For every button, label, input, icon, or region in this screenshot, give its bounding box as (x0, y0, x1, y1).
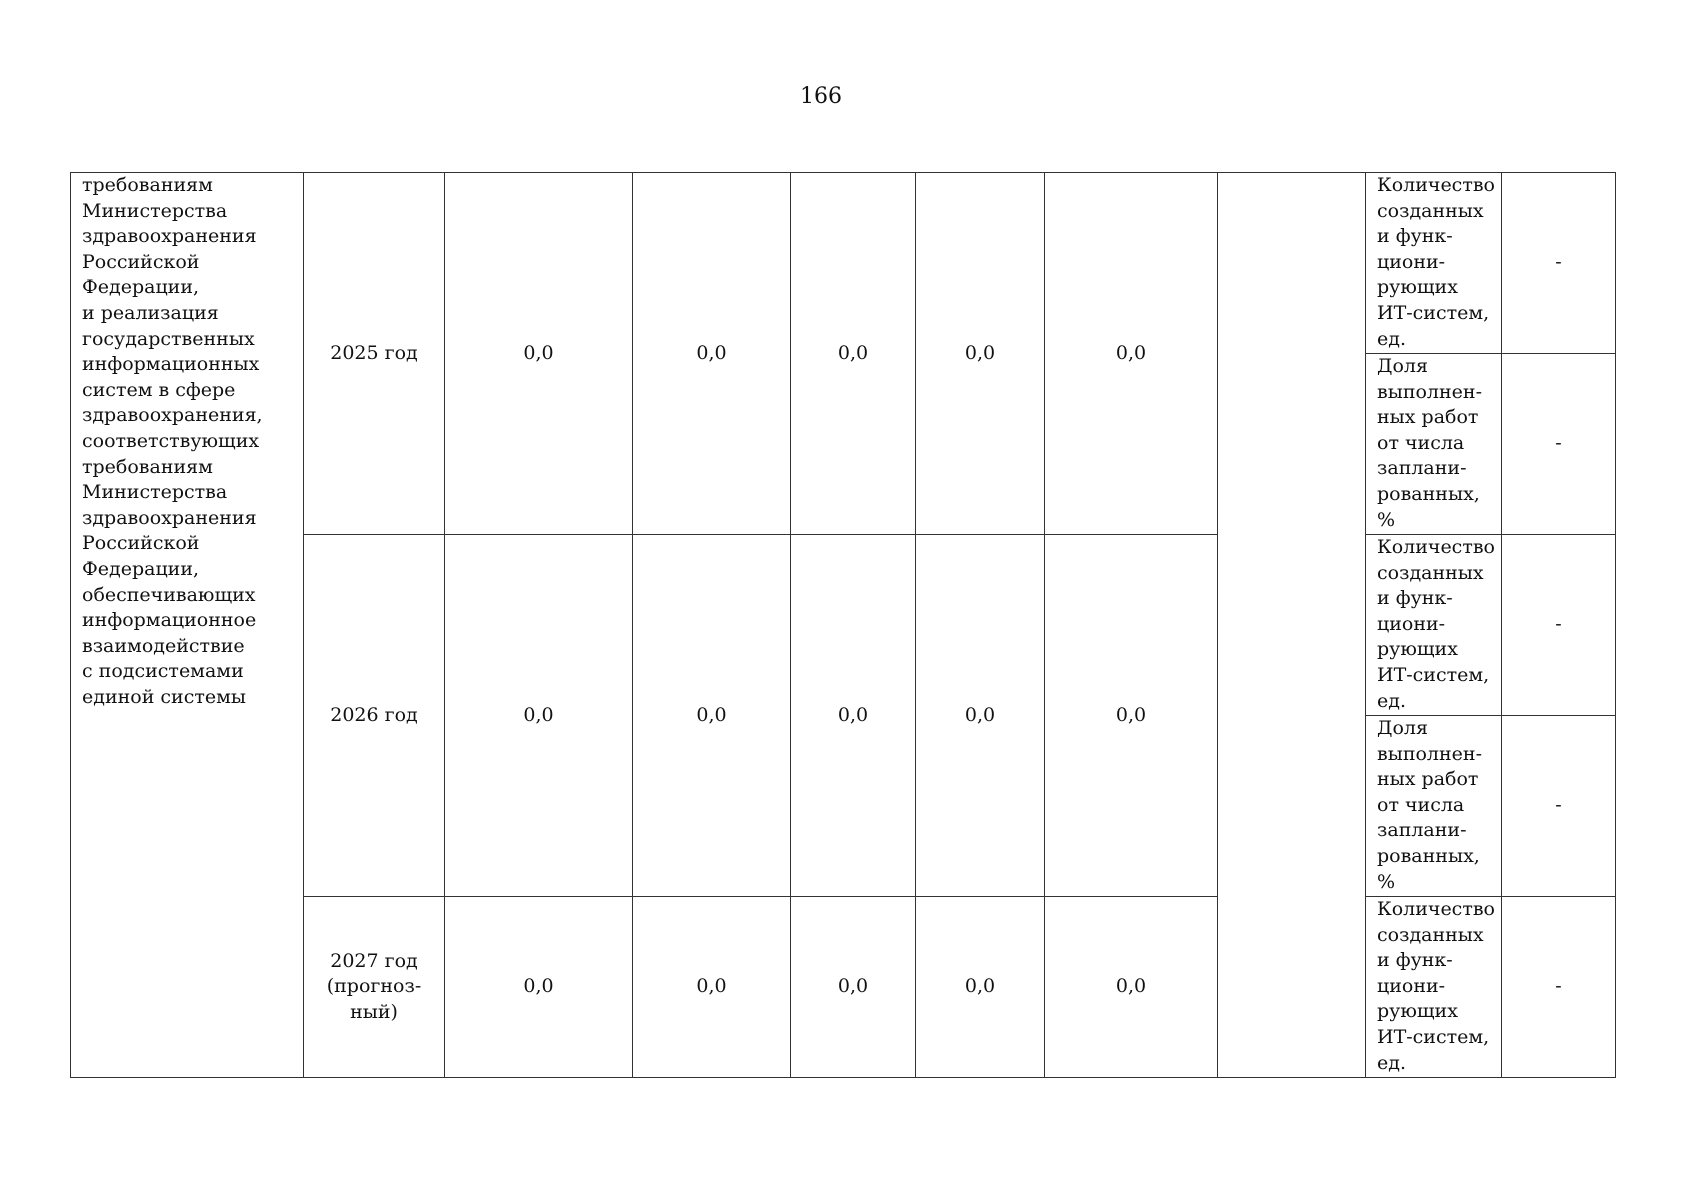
indicator-label: Доля выполнен- ных работ от числа заплани- рованных, % (1366, 716, 1502, 897)
value-cell: 0,0 (1045, 897, 1218, 1078)
description-cell: требованиям Министерства здравоохранения Российской Федерации, и реализация государственных информационных систем в сфере здравоохранения, соответствующих требованиям Министерства здравоохранения Российской Федерации, обеспечивающих информационное взаимодействие с подсистемами единой системы (71, 173, 304, 1078)
value-cell: 0,0 (445, 535, 633, 897)
table-row (71, 173, 1616, 354)
indicator-label: Количество созданных и функ- циони- рующих ИТ-систем, ед. (1366, 173, 1502, 354)
empty-cell (1218, 173, 1366, 1078)
value-cell: 0,0 (445, 173, 633, 535)
value-cell: 0,0 (791, 897, 916, 1078)
page-number: 166 (800, 84, 842, 109)
indicator-value: - (1502, 535, 1616, 716)
year-cell: 2025 год (304, 173, 445, 535)
year-cell: 2027 год (прогноз- ный) (304, 897, 445, 1078)
indicator-value: - (1502, 716, 1616, 897)
indicator-label: Доля выполнен- ных работ от числа заплани- рованных, % (1366, 354, 1502, 535)
indicator-label: Количество созданных и функ- циони- рующих ИТ-систем, ед. (1366, 897, 1502, 1078)
indicator-value: - (1502, 173, 1616, 354)
value-cell: 0,0 (916, 173, 1045, 535)
value-cell: 0,0 (633, 173, 791, 535)
value-cell: 0,0 (445, 897, 633, 1078)
data-table (70, 172, 1616, 1078)
indicator-value: - (1502, 897, 1616, 1078)
indicator-label: Количество созданных и функ- циони- рующих ИТ-систем, ед. (1366, 535, 1502, 716)
value-cell: 0,0 (916, 897, 1045, 1078)
value-cell: 0,0 (1045, 173, 1218, 535)
value-cell: 0,0 (916, 535, 1045, 897)
indicator-value: - (1502, 354, 1616, 535)
value-cell: 0,0 (633, 535, 791, 897)
value-cell: 0,0 (791, 173, 916, 535)
value-cell: 0,0 (633, 897, 791, 1078)
value-cell: 0,0 (1045, 535, 1218, 897)
value-cell: 0,0 (791, 535, 916, 897)
year-cell: 2026 год (304, 535, 445, 897)
